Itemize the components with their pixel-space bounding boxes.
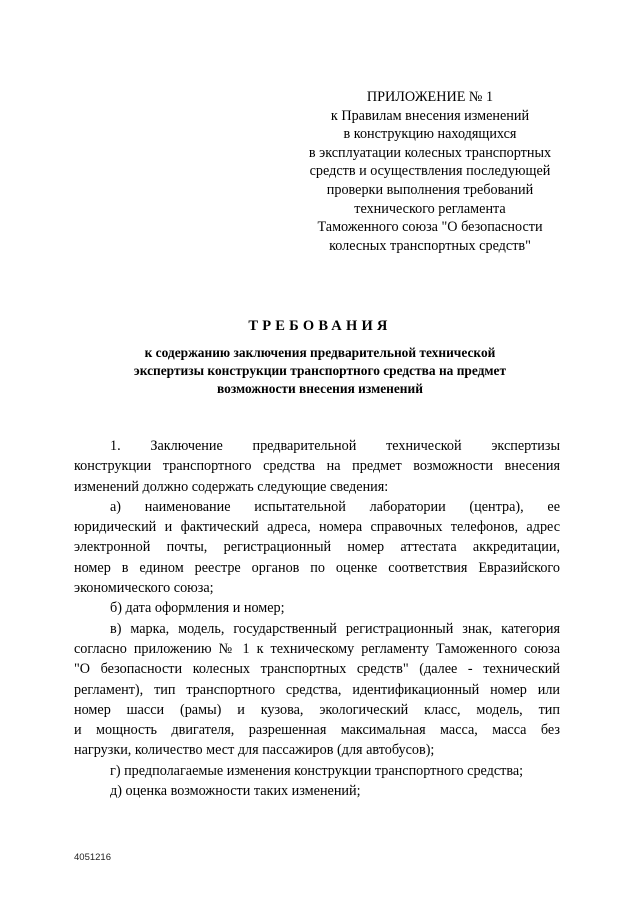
subtitle-line: экспертизы конструкции транспортного средства на предмет bbox=[133, 363, 507, 379]
body-line: конструкции транспортного средства на предмет возможности внесения bbox=[74, 458, 560, 475]
body-line: 1. Заключение предварительной технической экспертизы bbox=[110, 438, 560, 454]
appendix-line: проверки выполнения требований bbox=[326, 181, 534, 198]
body-line: в) марка, модель, государственный регистрационный знак, категория bbox=[110, 620, 560, 637]
body-line: д) оценка возможности таких изменений; bbox=[110, 783, 361, 800]
body-line: а) наименование испытательной лаборатории (центра), ее bbox=[110, 498, 560, 515]
body-line: согласно приложению № 1 к техническому регламенту Таможенного союза bbox=[74, 640, 560, 657]
body-line: номер шасси (рамы) и кузова, экологический класс, модель, тип bbox=[74, 701, 560, 718]
document-code: 4051216 bbox=[74, 852, 111, 863]
body-line: б) дата оформления и номер; bbox=[110, 600, 285, 617]
body-line: нагрузки, количество мест для пассажиров (для автобусов); bbox=[74, 742, 435, 759]
appendix-line: в конструкцию находящихся bbox=[343, 126, 517, 143]
body-line: г) предполагаемые изменения конструкции транспортного средства; bbox=[110, 762, 524, 779]
body-line: экономического союза; bbox=[74, 580, 214, 597]
body-line: номер в едином реестре органов по оценке соответствия Евразийского bbox=[74, 559, 560, 576]
appendix-line: к Правилам внесения изменений bbox=[330, 107, 530, 124]
appendix-line: технического регламента bbox=[354, 200, 506, 217]
document-subtitle bbox=[80, 344, 560, 399]
appendix-line: ПРИЛОЖЕНИЕ № 1 bbox=[366, 89, 494, 105]
appendix-line: колесных транспортных средств" bbox=[329, 237, 531, 254]
appendix-line: средств и осуществления последующей bbox=[309, 163, 551, 180]
body-line: электронной почты, регистрационный номер аттестата аккредитации, bbox=[74, 539, 560, 556]
document-body bbox=[74, 436, 560, 801]
body-line: и мощность двигателя, разрешенная максимальная масса, масса без bbox=[74, 722, 560, 739]
body-line: изменений должно содержать следующие сведения: bbox=[74, 478, 389, 495]
body-line: регламент), тип транспортного средства, идентификационный номер или bbox=[74, 681, 560, 698]
subtitle-line: возможности внесения изменений bbox=[217, 381, 423, 397]
appendix-line: в эксплуатации колесных транспортных bbox=[308, 144, 552, 161]
body-line: "О безопасности колесных транспортных средств" (далее - технический bbox=[74, 661, 560, 678]
document-title: ТРЕБОВАНИЯ bbox=[248, 318, 392, 334]
body-line: юридический и фактический адреса, номера справочных телефонов, адрес bbox=[74, 519, 560, 536]
appendix-header bbox=[290, 88, 570, 255]
subtitle-line: к содержанию заключения предварительной технической bbox=[144, 345, 496, 360]
appendix-line: Таможенного союза "О безопасности bbox=[317, 219, 543, 236]
